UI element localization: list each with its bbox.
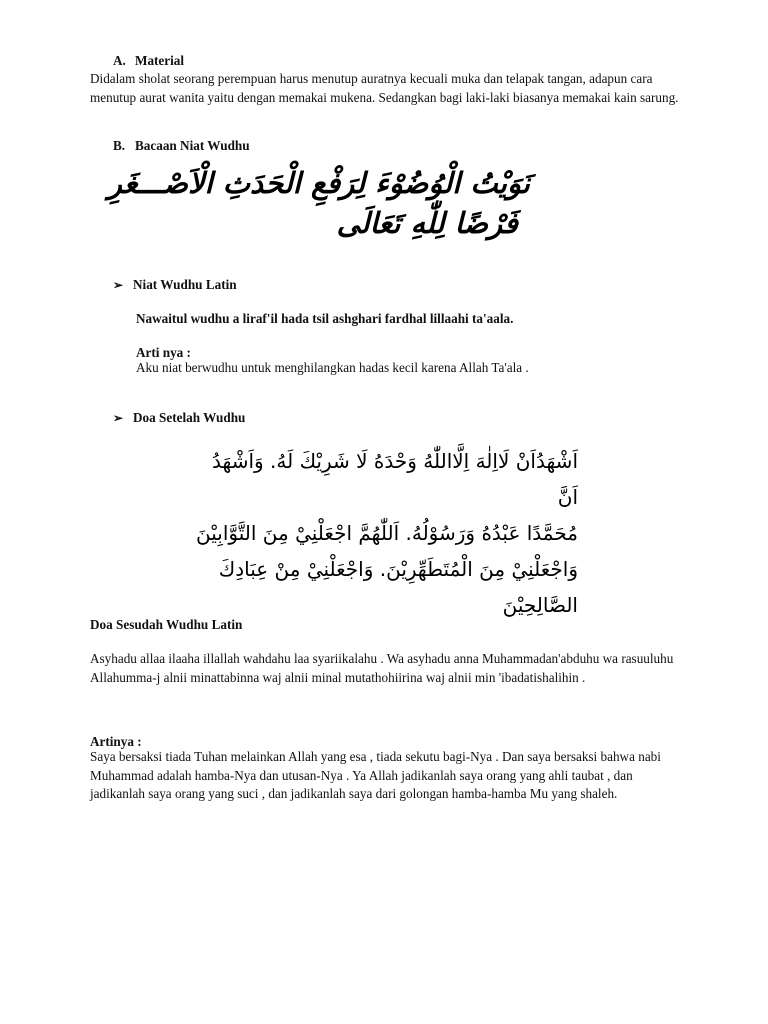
section-b-title: Bacaan Niat Wudhu: [135, 138, 250, 153]
section-b-heading: [113, 137, 250, 156]
doa-latin-heading: Doa Sesudah Wudhu Latin: [90, 617, 243, 632]
doa-setelah-arabic: [190, 443, 578, 623]
doa-arabic-line-1: اَشْهَدُاَنْ لَااِلٰهَ اِلَّااللّٰهُ وَحْدَهُ لَا شَرِيْكَ لَهُ. وَاَشْهَدُ اَنَّ: [212, 449, 578, 509]
niat-latin-heading: [113, 276, 237, 295]
section-a-marker: A.: [113, 53, 126, 68]
doa-arabic-line-3: وَاجْعَلْنِيْ مِنَ الْمُتَطَهِّرِيْنَ. وَاجْعَلْنِيْ مِنْ عِبَادِكَ: [218, 557, 578, 581]
niat-arabic-line-2: فَرْضًا لِلّٰهِ تَعَالَى: [336, 206, 518, 240]
arrow-bullet-icon: ➢: [113, 411, 124, 425]
doa-arabic-line-4: الصَّالِحِيْنَ: [502, 593, 578, 617]
doa-latin-text: Asyhadu allaa ilaaha illallah wahdahu laa syariikalahu . Wa asyhadu anna Muhammadan'abduhu wa rasuuluhu Allahumma-j alnii minattabinna waj alnii minal mutathohiirina waj alnii min 'ibadatishalihin .: [90, 651, 674, 685]
section-b-marker: B.: [113, 138, 126, 153]
doa-artinya-label: Artinya :: [90, 734, 142, 749]
arrow-bullet-icon: ➢: [113, 278, 124, 292]
section-a-body: Didalam sholat seorang perempuan harus menutup auratnya kecuali muka dan telapak tangan, adapun cara menutup aurat wanita yaitu dengan memakai mukena. Sedangkan bagi laki-laki biasanya memakai kain sarung.: [90, 71, 679, 105]
niat-latin-text: Nawaitul wudhu a liraf'il hada tsil ashghari fardhal lillaahi ta'aala.: [136, 311, 514, 326]
niat-wudhu-arabic: [90, 163, 530, 243]
section-a-title: Material: [135, 53, 185, 68]
doa-artinya-text: Saya bersaksi tiada Tuhan melainkan Allah yang esa , tiada sekutu bagi-Nya . Dan saya bersaksi bahwa nabi Muhammad adalah hamba-Nya dan utusan-Nya . Ya Allah jadikanlah saya orang yang ahli taubat , dan jadikanlah saya orang yang suci , dan jadikanlah saya dari golongan hamba-hamba Mu yang shaleh.: [90, 749, 661, 801]
doa-arabic-line-2: مُحَمَّدًا عَبْدُهُ وَرَسُوْلُهُ. اَللّٰهُمَّ اجْعَلْنِيْ مِنَ التَّوَّابِيْنَ: [196, 521, 578, 545]
doa-setelah-heading-text: Doa Setelah Wudhu: [133, 410, 246, 425]
section-a-heading: [113, 52, 184, 71]
niat-arti-label: Arti nya :: [136, 345, 191, 360]
doa-setelah-heading: [113, 409, 245, 428]
niat-arti-text: Aku niat berwudhu untuk menghilangkan hadas kecil karena Allah Ta'ala .: [136, 360, 529, 375]
niat-latin-heading-text: Niat Wudhu Latin: [133, 277, 237, 292]
niat-arabic-line-1: نَوَيْتُ الْوُضُوْءَ لِرَفْعِ الْحَدَثِ الْاَصْـــغَرِ: [107, 166, 530, 200]
